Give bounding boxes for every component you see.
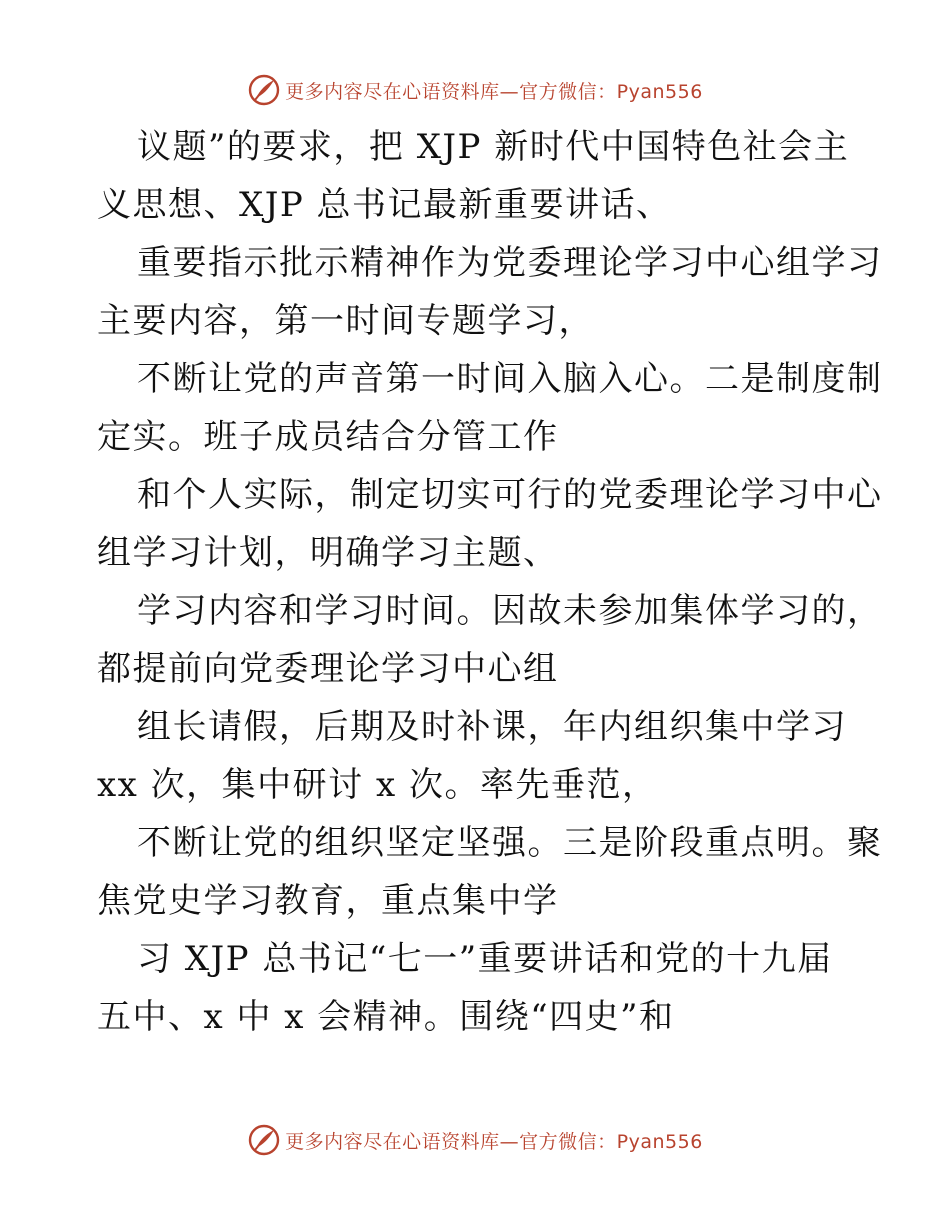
paragraph [97,930,867,1046]
text-line: 不断让党的组织坚定坚强。三是阶段重点明。聚 [137,823,883,863]
text-line: xx 次，集中研讨 x 次。率先垂范， [97,765,658,805]
paragraph [97,814,883,930]
text-line: 不断让党的声音第一时间入脑入心。二是制度制 [137,359,883,399]
paragraph [97,698,867,814]
text-line: 和个人实际，制定切实可行的党委理论学习中心 [137,475,883,515]
paragraph [97,582,883,698]
watermark-text: 更多内容尽在心语资料库—官方微信：Pyan556 [285,1130,703,1153]
quill-logo-icon [247,1123,281,1157]
watermark-text: 更多内容尽在心语资料库—官方微信：Pyan556 [285,80,703,103]
text-line: 议题”的要求，把 XJP 新时代中国特色社会主 [137,127,850,167]
watermark-contact: Pyan556 [616,1130,703,1153]
footer-watermark [0,1120,950,1160]
paragraph [97,466,883,582]
text-line: 学习内容和学习时间。因故未参加集体学习的， [137,591,883,631]
text-line: 焦党史学习教育，重点集中学 [97,881,559,921]
text-line: 主要内容，第一时间专题学习， [97,301,594,341]
watermark-contact: Pyan556 [616,80,703,103]
text-line: 组学习计划，明确学习主题、 [97,533,559,573]
paragraph [97,118,867,234]
text-line: 义思想、XJP 总书记最新重要讲话、 [97,185,672,225]
text-line: 都提前向党委理论学习中心组 [97,649,559,689]
text-line: 重要指示批示精神作为党委理论学习中心组学习 [137,243,883,283]
paragraph [97,350,883,466]
header-watermark [0,70,950,110]
body-text [97,118,883,1046]
quill-logo-icon [247,73,281,107]
text-line: 习 XJP 总书记“七一”重要讲话和党的十九届 [137,939,833,979]
text-line: 定实。班子成员结合分管工作 [97,417,559,457]
text-line: 组长请假，后期及时补课，年内组织集中学习 [137,707,847,747]
text-line: 五中、x 中 x 会精神。围绕“四史”和 [97,997,675,1037]
paragraph [97,234,883,350]
